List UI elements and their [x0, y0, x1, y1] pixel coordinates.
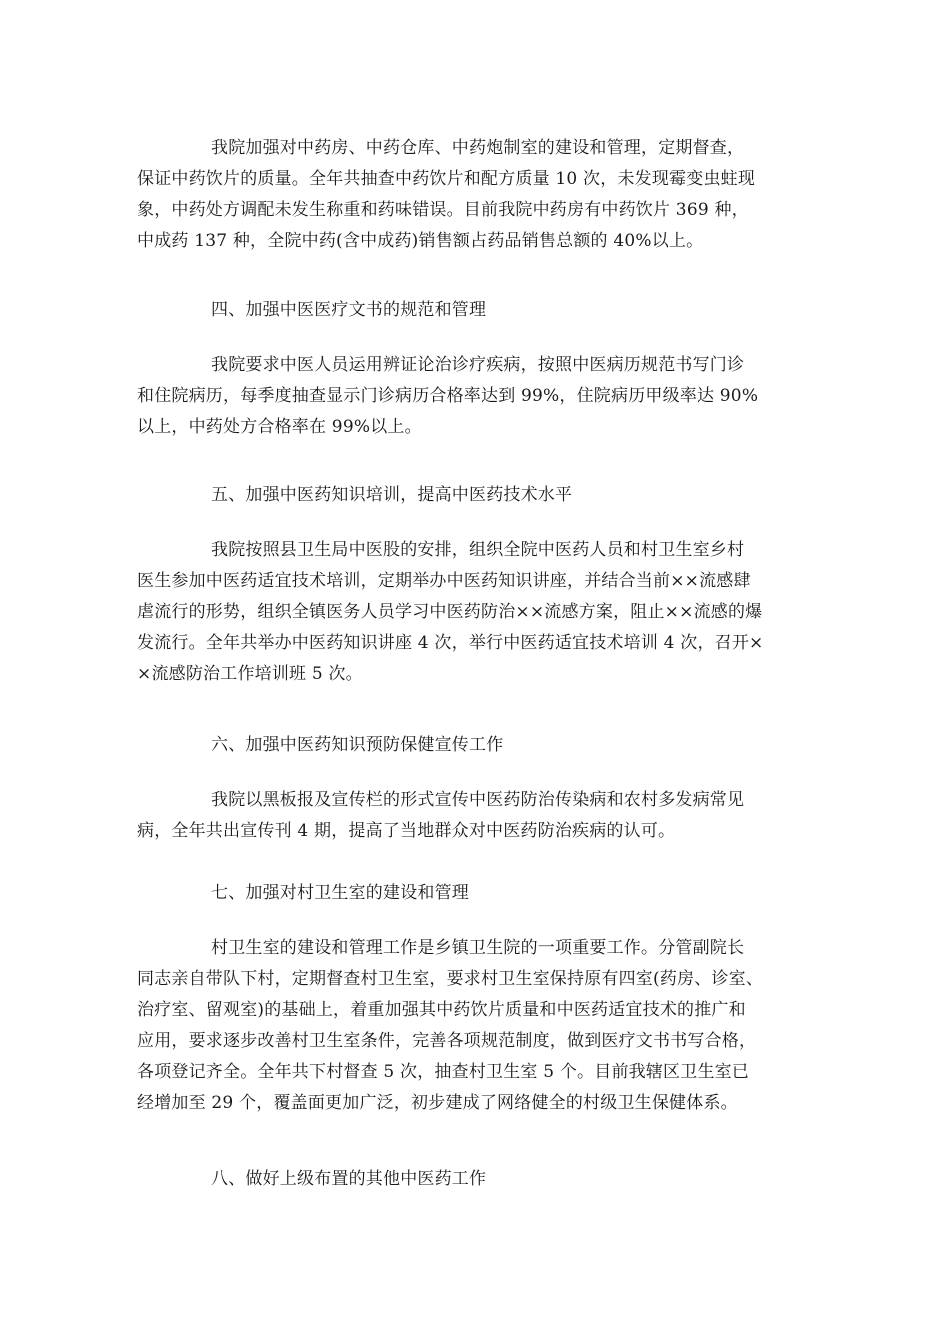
paragraph-line: 同志亲自带队下村，定期督查村卫生室，要求村卫生室保持原有四室(药房、诊室、 [137, 969, 764, 989]
paragraph-line: 虐流行的形势，组织全镇医务人员学习中医药防治××流感方案，阻止××流感的爆 [137, 602, 763, 622]
paragraph-chinese-medicine-pharmacy [137, 133, 827, 257]
paragraph-training [137, 535, 827, 690]
paragraph-line: 以上，中药处方合格率在 99%以上。 [137, 417, 422, 437]
section-heading-5: 五、加强中医药知识培训，提高中医药技术水平 [211, 485, 573, 505]
section-heading-7: 七、加强对村卫生室的建设和管理 [211, 883, 469, 903]
paragraph-line: 医生参加中医药适宜技术培训，定期举办中医药知识讲座，并结合当前××流感肆 [137, 571, 751, 591]
section-heading-8: 八、做好上级布置的其他中医药工作 [211, 1169, 487, 1189]
section-heading-6: 六、加强中医药知识预防保健宣传工作 [211, 735, 504, 755]
paragraph-line: 我院加强对中药房、中药仓库、中药炮制室的建设和管理，定期督查， [211, 138, 745, 158]
paragraph-line: 保证中药饮片的质量。全年共抽查中药饮片和配方质量 10 次，未发现霉变虫蛀现 [137, 169, 756, 189]
paragraph-line: 象，中药处方调配未发生称重和药味错误。目前我院中药房有中药饮片 369 种， [137, 200, 749, 220]
paragraph-village-clinics [137, 933, 827, 1119]
paragraph-line: 村卫生室的建设和管理工作是乡镇卫生院的一项重要工作。分管副院长 [211, 938, 745, 958]
paragraph-line: 发流行。全年共举办中医药知识讲座 4 次，举行中医药适宜技术培训 4 次，召开× [137, 633, 764, 653]
paragraph-line: 经增加至 29 个，覆盖面更加广泛，初步建成了网络健全的村级卫生保健体系。 [137, 1093, 738, 1113]
paragraph-line: 我院按照县卫生局中医股的安排，组织全院中医药人员和村卫生室乡村 [211, 540, 745, 560]
paragraph-line: ×流感防治工作培训班 5 次。 [137, 664, 363, 684]
paragraph-publicity [137, 785, 827, 847]
section-heading-4: 四、加强中医医疗文书的规范和管理 [211, 300, 487, 320]
paragraph-line: 病，全年共出宣传刊 4 期，提高了当地群众对中医药防治疾病的认可。 [137, 821, 676, 841]
paragraph-line: 我院以黑板报及宣传栏的形式宣传中医药防治传染病和农村多发病常见 [211, 790, 745, 810]
paragraph-line: 和住院病历，每季度抽查显示门诊病历合格率达到 99%，住院病历甲级率达 90% [137, 386, 759, 406]
paragraph-line: 各项登记齐全。全年共下村督查 5 次，抽查村卫生室 5 个。目前我辖区卫生室已 [137, 1062, 750, 1082]
paragraph-line: 应用，要求逐步改善村卫生室条件，完善各项规范制度，做到医疗文书书写合格， [137, 1031, 757, 1051]
paragraph-line: 治疗室、留观室)的基础上，着重加强其中药饮片质量和中医药适宜技术的推广和 [137, 1000, 746, 1020]
paragraph-line: 中成药 137 种，全院中药(含中成药)销售额占药品销售总额的 40%以上。 [137, 231, 704, 251]
paragraph-line: 我院要求中医人员运用辨证论治诊疗疾病，按照中医病历规范书写门诊 [211, 355, 745, 375]
paragraph-medical-records [137, 350, 827, 443]
